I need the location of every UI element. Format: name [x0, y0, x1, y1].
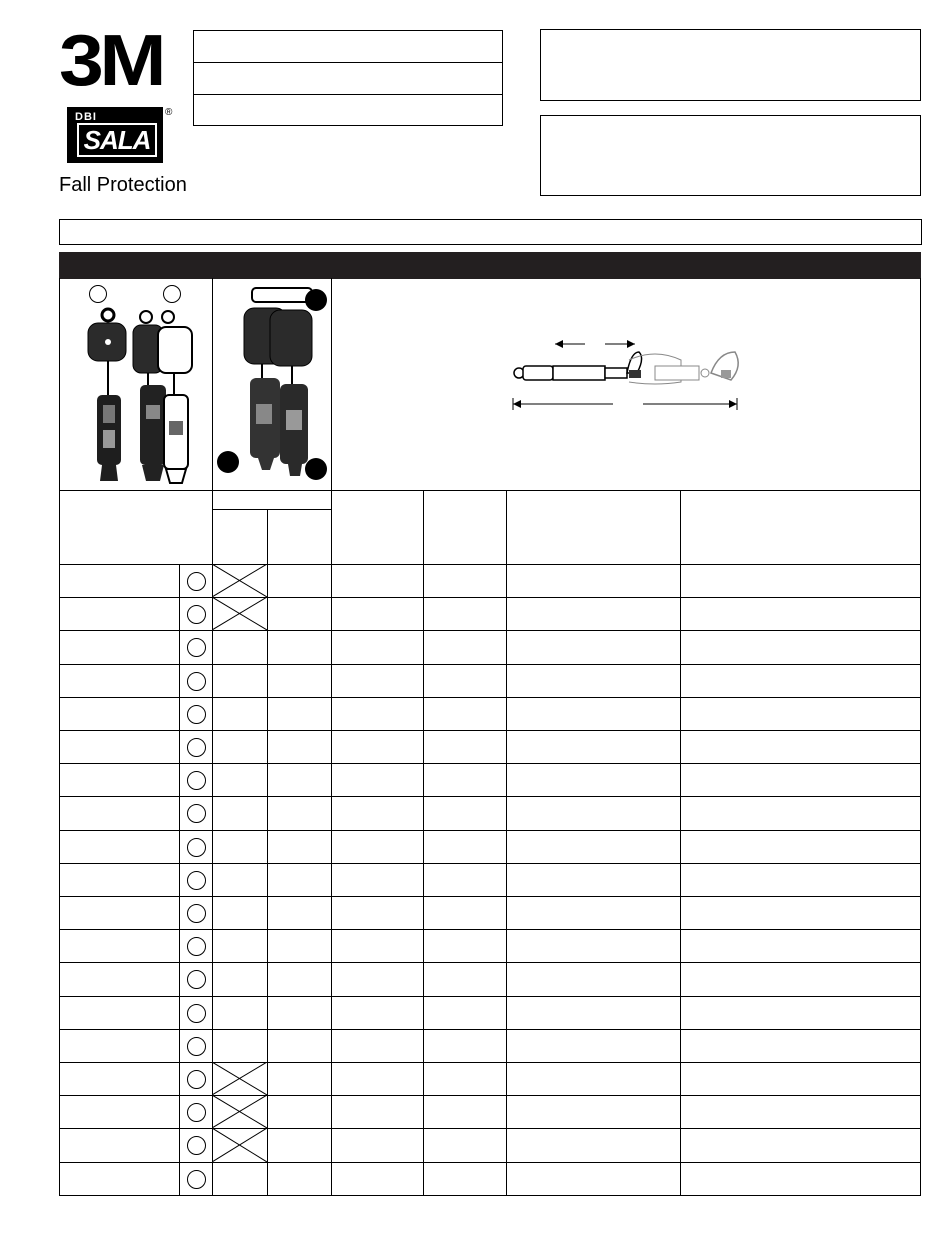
header-field-2 — [193, 62, 503, 95]
header-vline-506 — [506, 490, 507, 565]
table-cell-divider — [506, 763, 507, 796]
table-cell-divider — [331, 863, 332, 896]
row-callout-circle — [187, 738, 206, 757]
table-cell-divider — [179, 863, 180, 896]
row-callout-circle — [187, 937, 206, 956]
table-cell-divider — [506, 1062, 507, 1095]
table-cell-divider — [506, 697, 507, 730]
row-callout-circle — [187, 572, 206, 591]
table-cell-divider — [506, 1095, 507, 1128]
twin-srl-connector-illustration — [222, 284, 330, 480]
table-cell-divider — [267, 929, 268, 962]
table-cell-divider — [179, 996, 180, 1029]
callout-circle-c-left — [217, 451, 239, 473]
brand-logo-3m: 3M — [59, 21, 163, 101]
table-cell-divider — [179, 697, 180, 730]
row-callout-circle — [187, 1103, 206, 1122]
table-cell-divider — [331, 630, 332, 664]
table-cell-divider — [680, 962, 681, 996]
table-cell-divider — [680, 1162, 681, 1195]
table-cell-divider — [212, 996, 213, 1029]
table-cell-divider — [423, 929, 424, 962]
table-cell-divider — [179, 1029, 180, 1062]
brand-sala-label: SALA — [77, 123, 157, 157]
row-callout-circle — [187, 1004, 206, 1023]
table-cell-divider — [212, 630, 213, 664]
table-cell-divider — [267, 763, 268, 796]
single-srl-illustration — [78, 305, 208, 487]
row-callout-circle — [187, 1070, 206, 1089]
table-header-bar — [59, 252, 921, 279]
table-cell-divider — [267, 664, 268, 697]
table-cell-divider — [267, 630, 268, 664]
row-callout-circle — [187, 871, 206, 890]
table-cell-divider — [212, 664, 213, 697]
table-cell-divider — [331, 664, 332, 697]
table-cell-divider — [331, 697, 332, 730]
info-box-bottom — [540, 115, 921, 196]
header-field-3 — [193, 94, 503, 126]
table-cell-divider — [423, 664, 424, 697]
illustration-divider-1 — [212, 278, 213, 490]
table-cell-divider — [179, 664, 180, 697]
table-cell-divider — [331, 929, 332, 962]
row-callout-circle — [187, 705, 206, 724]
table-cell-divider — [179, 1162, 180, 1195]
table-cell-divider — [267, 1029, 268, 1062]
table-cell-divider — [423, 996, 424, 1029]
table-cell-divider — [179, 896, 180, 929]
table-cell-divider — [179, 1062, 180, 1095]
table-cell-divider — [506, 896, 507, 929]
table-cell-divider — [267, 564, 268, 597]
table-cell-divider — [331, 996, 332, 1029]
table-cell-divider — [267, 996, 268, 1029]
table-cell-divider — [680, 996, 681, 1029]
table-cell-divider — [423, 1062, 424, 1095]
table-cell-divider — [331, 763, 332, 796]
table-cell-divider — [680, 730, 681, 763]
table-cell-divider — [423, 630, 424, 664]
table-cell-divider — [423, 830, 424, 863]
table-cell-divider — [179, 597, 180, 630]
brand-logo-dbi-sala — [67, 107, 163, 163]
table-cell-divider — [680, 597, 681, 630]
row-callout-circle — [187, 904, 206, 923]
cell-cross-mark — [212, 1128, 267, 1162]
table-cell-divider — [179, 763, 180, 796]
row-callout-circle — [187, 1037, 206, 1056]
header-vline-331 — [331, 490, 332, 565]
table-cell-divider — [331, 1062, 332, 1095]
brand-tagline: Fall Protection — [59, 174, 187, 196]
table-cell-divider — [423, 564, 424, 597]
callout-circle-b — [163, 285, 181, 303]
table-cell-divider — [331, 896, 332, 929]
table-cell-divider — [506, 796, 507, 830]
row-callout-circle — [187, 1170, 206, 1189]
table-cell-divider — [423, 1128, 424, 1162]
row-callout-circle — [187, 838, 206, 857]
table-cell-divider — [423, 962, 424, 996]
table-cell-divider — [680, 763, 681, 796]
lanyard-dimension-diagram — [505, 330, 755, 416]
table-cell-divider — [423, 1095, 424, 1128]
row-callout-circle — [187, 672, 206, 691]
table-cell-divider — [680, 830, 681, 863]
table-cell-divider — [680, 796, 681, 830]
cell-cross-mark — [212, 597, 267, 630]
row-callout-circle — [187, 605, 206, 624]
callout-circle-c-top — [305, 289, 327, 311]
table-cell-divider — [506, 730, 507, 763]
table-cell-divider — [680, 929, 681, 962]
table-cell-divider — [212, 1162, 213, 1195]
table-cell-divider — [212, 962, 213, 996]
table-cell-divider — [506, 996, 507, 1029]
table-cell-divider — [506, 630, 507, 664]
table-cell-divider — [506, 597, 507, 630]
table-cell-divider — [212, 896, 213, 929]
table-cell-divider — [331, 597, 332, 630]
table-cell-divider — [267, 1128, 268, 1162]
callout-circle-c-right — [305, 458, 327, 480]
table-cell-divider — [331, 1029, 332, 1062]
table-cell-divider — [680, 630, 681, 664]
table-cell-divider — [506, 863, 507, 896]
table-cell-divider — [267, 597, 268, 630]
table-cell-divider — [680, 1128, 681, 1162]
table-cell-divider — [331, 830, 332, 863]
table-cell-divider — [212, 830, 213, 863]
table-cell-divider — [331, 1095, 332, 1128]
table-cell-divider — [267, 830, 268, 863]
table-cell-divider — [212, 863, 213, 896]
header-field-1 — [193, 30, 503, 63]
cell-cross-mark — [212, 1062, 267, 1095]
table-cell-divider — [680, 1029, 681, 1062]
table-cell-divider — [423, 1162, 424, 1195]
cell-cross-mark — [212, 1095, 267, 1128]
row-callout-circle — [187, 771, 206, 790]
table-cell-divider — [423, 730, 424, 763]
table-cell-divider — [423, 896, 424, 929]
table-cell-divider — [267, 1062, 268, 1095]
table-cell-divider — [267, 896, 268, 929]
header-vline-680 — [680, 490, 681, 565]
illustration-divider-2 — [331, 278, 332, 490]
table-cell-divider — [179, 962, 180, 996]
header-vline-212 — [212, 490, 213, 565]
row-callout-circle — [187, 970, 206, 989]
table-cell-divider — [506, 929, 507, 962]
column-header-row — [59, 490, 921, 565]
table-cell-divider — [179, 830, 180, 863]
header-vline-423 — [423, 490, 424, 565]
table-cell-divider — [680, 863, 681, 896]
table-cell-divider — [179, 1095, 180, 1128]
table-cell-divider — [331, 1162, 332, 1195]
table-cell-divider — [267, 697, 268, 730]
table-cell-divider — [680, 896, 681, 929]
table-cell-divider — [179, 730, 180, 763]
table-cell-divider — [331, 730, 332, 763]
table-cell-divider — [506, 1029, 507, 1062]
table-cell-divider — [680, 664, 681, 697]
header-subdivider — [212, 509, 331, 510]
table-cell-divider — [506, 664, 507, 697]
table-cell-divider — [179, 796, 180, 830]
row-callout-circle — [187, 1136, 206, 1155]
table-cell-divider — [212, 929, 213, 962]
callout-circle-a — [89, 285, 107, 303]
table-cell-divider — [212, 796, 213, 830]
table-cell-divider — [506, 1162, 507, 1195]
table-cell-divider — [423, 863, 424, 896]
table-cell-divider — [331, 796, 332, 830]
table-cell-divider — [423, 597, 424, 630]
cell-cross-mark — [212, 564, 267, 597]
table-cell-divider — [212, 697, 213, 730]
table-cell-divider — [423, 697, 424, 730]
header-field-group — [193, 30, 503, 126]
section-title-box — [59, 219, 922, 245]
table-cell-divider — [212, 730, 213, 763]
brand-dbi-label: DBI — [75, 111, 97, 123]
row-callout-circle — [187, 638, 206, 657]
table-cell-divider — [423, 1029, 424, 1062]
table-cell-divider — [331, 1128, 332, 1162]
table-cell-divider — [506, 962, 507, 996]
table-cell-divider — [680, 1062, 681, 1095]
table-cell-divider — [267, 1095, 268, 1128]
table-cell-divider — [423, 763, 424, 796]
table-cell-divider — [423, 796, 424, 830]
registered-mark: ® — [165, 107, 173, 118]
table-cell-divider — [267, 962, 268, 996]
table-cell-divider — [680, 697, 681, 730]
table-cell-divider — [212, 763, 213, 796]
row-callout-circle — [187, 804, 206, 823]
header-vline-267 — [267, 510, 268, 565]
table-cell-divider — [331, 962, 332, 996]
table-cell-divider — [179, 630, 180, 664]
info-box-top — [540, 29, 921, 101]
table-cell-divider — [212, 1029, 213, 1062]
table-cell-divider — [680, 564, 681, 597]
table-cell-divider — [267, 1162, 268, 1195]
table-cell-divider — [331, 564, 332, 597]
table-cell-divider — [506, 1128, 507, 1162]
table-cell-divider — [267, 730, 268, 763]
table-cell-divider — [179, 929, 180, 962]
table-cell-divider — [506, 564, 507, 597]
table-cell-divider — [680, 1095, 681, 1128]
table-cell-divider — [267, 863, 268, 896]
table-cell-divider — [179, 564, 180, 597]
table-cell-divider — [506, 830, 507, 863]
table-cell-divider — [267, 796, 268, 830]
table-cell-divider — [179, 1128, 180, 1162]
